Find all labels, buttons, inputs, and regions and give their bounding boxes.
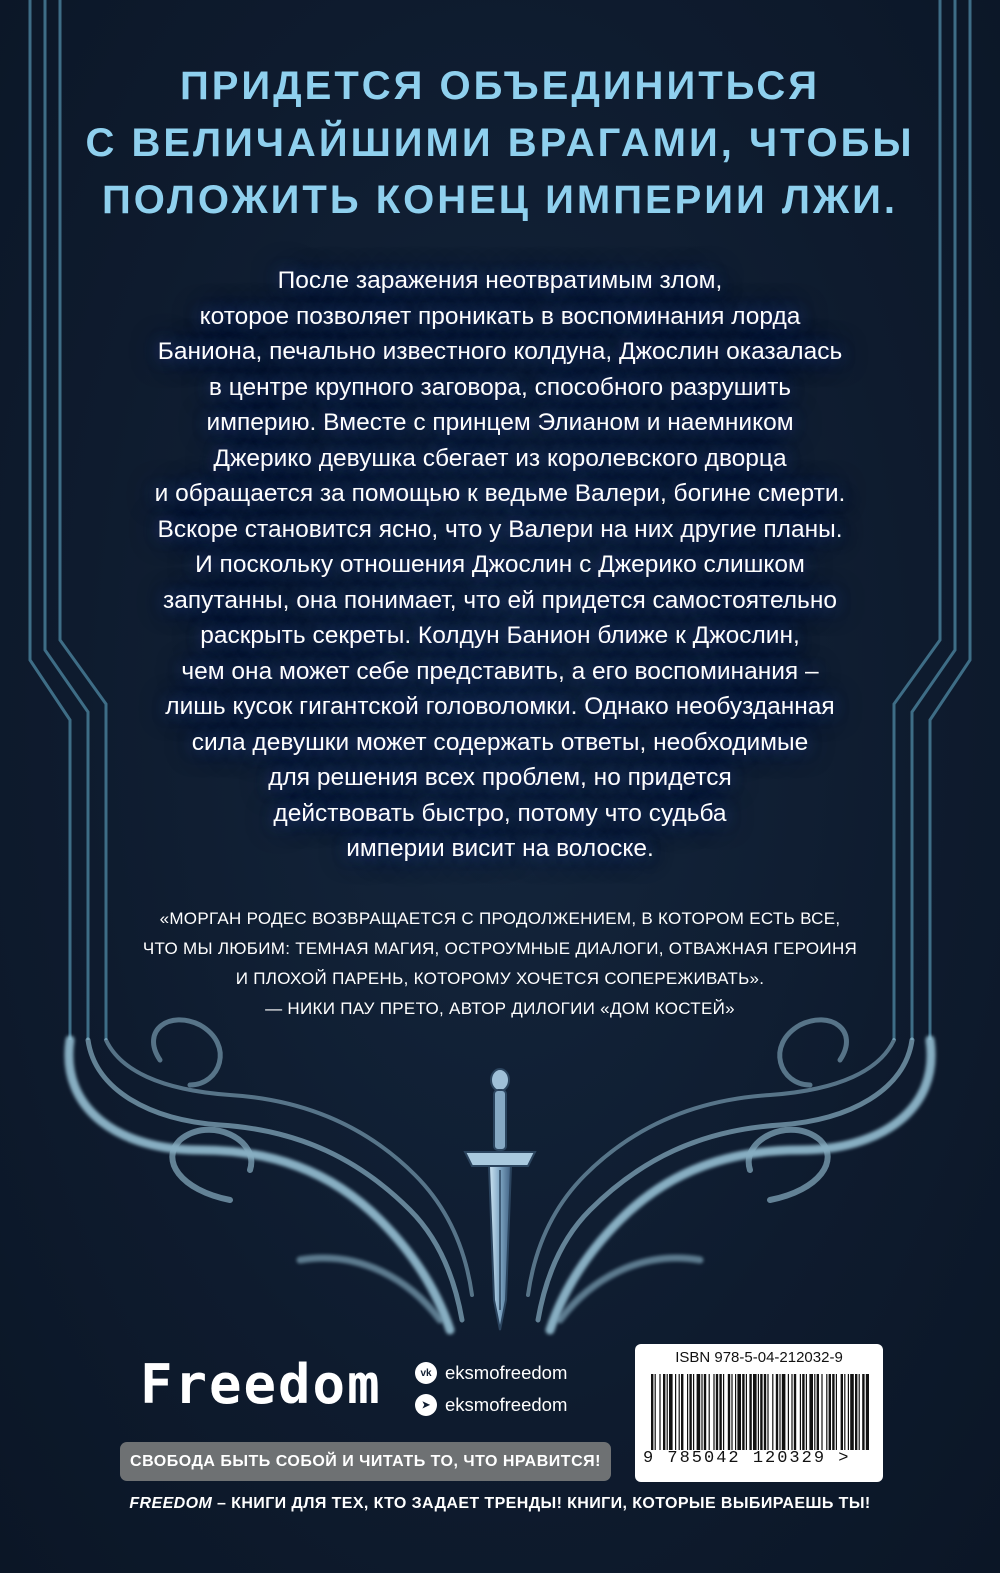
description-line: лишь кусок гигантской головоломки. Однако необузданная xyxy=(165,693,835,720)
barcode-bar xyxy=(764,1374,766,1450)
barcode-bar xyxy=(716,1374,718,1450)
barcode-bar xyxy=(709,1374,710,1450)
barcode-bar xyxy=(693,1374,694,1450)
description-line: Баниона, печально известного колдуна, Джослин оказалась xyxy=(157,338,843,365)
barcode-bar xyxy=(794,1374,796,1450)
barcode-bar xyxy=(742,1374,744,1450)
barcode-bar xyxy=(659,1374,660,1450)
description-line: И поскольку отношения Джослин с Джерико слишком xyxy=(195,551,805,578)
social-vk[interactable] xyxy=(415,1362,567,1384)
barcode-bar xyxy=(806,1374,807,1450)
right-smoke-wings xyxy=(528,1020,931,1330)
barcode-bar xyxy=(772,1374,773,1450)
description-line: раскрыть секреты. Колдун Банион ближе к Джослин, xyxy=(200,622,800,649)
description-line: империи висит на волоске. xyxy=(346,835,654,862)
barcode-bar xyxy=(802,1374,804,1450)
description-line: запутанны, она понимает, что ей придется самостоятельно xyxy=(163,586,837,614)
barcode-bar xyxy=(687,1374,688,1450)
description-line: После заражения неотвратимым злом, xyxy=(277,267,723,294)
description-line: сила девушки может содержать ответы, необходимые xyxy=(191,728,809,756)
barcode-bar xyxy=(719,1374,721,1450)
social-telegram[interactable] xyxy=(415,1394,567,1416)
barcode-bar xyxy=(844,1374,845,1450)
barcode-bar xyxy=(826,1374,827,1450)
footer-tagline xyxy=(40,1495,960,1513)
barcode-bar xyxy=(817,1374,819,1450)
barcode-bar xyxy=(866,1374,869,1450)
barcode-bar xyxy=(681,1374,683,1450)
headline-line: С ВЕЛИЧАЙШИМИ ВРАГАМИ, ЧТОБЫ xyxy=(85,121,915,165)
book-description xyxy=(70,263,930,867)
quote-line: ЧТО МЫ ЛЮБИМ: ТЕМНАЯ МАГИЯ, ОСТРОУМНЫЕ ДИАЛОГИ, ОТВАЖНАЯ ГЕРОИНЯ xyxy=(142,939,858,958)
barcode-bar xyxy=(814,1374,815,1450)
quote-line: «МОРГАН РОДЕС ВОЗВРАЩАЕТСЯ С ПРОДОЛЖЕНИЕМ, В КОТОРОМ ЕСТЬ ВСЕ, xyxy=(159,909,841,928)
barcode-bar xyxy=(782,1374,786,1450)
headline-line: ПОЛОЖИТЬ КОНЕЦ ИМПЕРИИ ЛЖИ. xyxy=(101,178,899,222)
description-line: Вскоре становится ясно, что у Валери на них другие планы. xyxy=(157,515,843,543)
barcode-bar xyxy=(723,1374,724,1450)
barcode-bar xyxy=(667,1374,668,1450)
barcode-bar xyxy=(758,1374,759,1450)
barcode-bar xyxy=(753,1374,757,1450)
description-line: Джерико девушка сбегает из королевского дворца xyxy=(213,444,787,472)
barcode-bar xyxy=(675,1374,676,1450)
barcode-bar xyxy=(679,1374,680,1450)
review-quote xyxy=(120,904,880,1024)
barcode-bar xyxy=(862,1374,864,1450)
quote-attribution: — НИКИ ПАУ ПРЕТО, АВТОР ДИЛОГИИ «ДОМ КОСТЕЙ» xyxy=(265,999,735,1018)
left-smoke-wings xyxy=(69,1020,472,1330)
isbn-barcode xyxy=(635,1344,883,1482)
barcode-bar xyxy=(731,1374,732,1450)
description-line: в центре крупного заговора, способного разрушить xyxy=(208,373,792,401)
headline-line: ПРИДЕТСЯ ОБЪЕДИНИТЬСЯ xyxy=(179,64,821,108)
barcode-bar xyxy=(735,1374,736,1450)
isbn-label: ISBN 978-5-04-212032-9 xyxy=(675,1349,843,1366)
barcode-bar xyxy=(809,1374,813,1450)
telegram-icon: ➤ xyxy=(415,1394,437,1416)
barcode-bar xyxy=(848,1374,849,1450)
description-line: империю. Вместе с принцем Элианом и наемником xyxy=(206,409,794,436)
barcode-bars xyxy=(651,1374,869,1450)
barcode-bar xyxy=(776,1374,778,1450)
barcode-bar xyxy=(832,1374,834,1450)
description-line: для решения всех проблем, но придется xyxy=(268,764,732,791)
barcode-bar xyxy=(737,1374,741,1450)
headline xyxy=(60,58,940,229)
barcode-bar xyxy=(728,1374,730,1450)
barcode-bar xyxy=(821,1374,822,1450)
barcode-bar xyxy=(713,1374,714,1450)
vk-icon: vk xyxy=(415,1362,437,1384)
barcode-bar xyxy=(704,1374,706,1450)
freedom-logo: Freedom xyxy=(140,1353,382,1416)
barcode-bar xyxy=(689,1374,691,1450)
barcode-bar xyxy=(829,1374,831,1450)
barcode-bar xyxy=(749,1374,751,1450)
barcode-bar xyxy=(850,1374,854,1450)
social-handle: eksmofreedom xyxy=(445,1362,568,1383)
barcode-bar xyxy=(701,1374,702,1450)
barcode-bar xyxy=(669,1374,673,1450)
barcode-bar xyxy=(651,1374,653,1450)
barcode-bar xyxy=(841,1374,843,1450)
footer-text: – КНИГИ ДЛЯ ТЕХ, КТО ЗАДАЕТ ТРЕНДЫ! КНИГИ, КОТОРЫЕ ВЫБИРАЕШЬ ТЫ! xyxy=(212,1495,871,1512)
social-handle: eksmofreedom xyxy=(445,1394,568,1415)
barcode-bar xyxy=(788,1374,789,1450)
footer-brand: FREEDOM xyxy=(129,1495,213,1512)
barcode-bar xyxy=(760,1374,762,1450)
description-line: которое позволяет проникать в воспоминания лорда xyxy=(199,302,801,330)
barcode-bar xyxy=(855,1374,857,1450)
barcode-bar xyxy=(800,1374,801,1450)
description-line: и обращается за помощью к ведьме Валери, богине смерти. xyxy=(154,480,846,507)
barcode-bar xyxy=(697,1374,701,1450)
barcode-bar xyxy=(767,1374,768,1450)
barcode-bar xyxy=(746,1374,747,1450)
slogan-badge: СВОБОДА БЫТЬ СОБОЙ И ЧИТАТЬ ТО, ЧТО НРАВИТСЯ! xyxy=(120,1442,611,1481)
barcode-digits: 9 785042 120329 > xyxy=(643,1449,851,1468)
barcode-bar xyxy=(655,1374,656,1450)
description-line: действовать быстро, потому что судьба xyxy=(273,799,727,827)
barcode-bar xyxy=(791,1374,792,1450)
quote-line: И ПЛОХОЙ ПАРЕНЬ, КОТОРОМУ ХОЧЕТСЯ СОПЕРЕЖИВАТЬ». xyxy=(235,969,765,988)
dagger-illustration xyxy=(465,1069,535,1330)
description-line: чем она может себе представить, а его воспоминания – xyxy=(181,657,819,685)
barcode-bar xyxy=(836,1374,837,1450)
barcode-bar xyxy=(859,1374,860,1450)
barcode-bar xyxy=(779,1374,780,1450)
barcode-bar xyxy=(663,1374,665,1450)
